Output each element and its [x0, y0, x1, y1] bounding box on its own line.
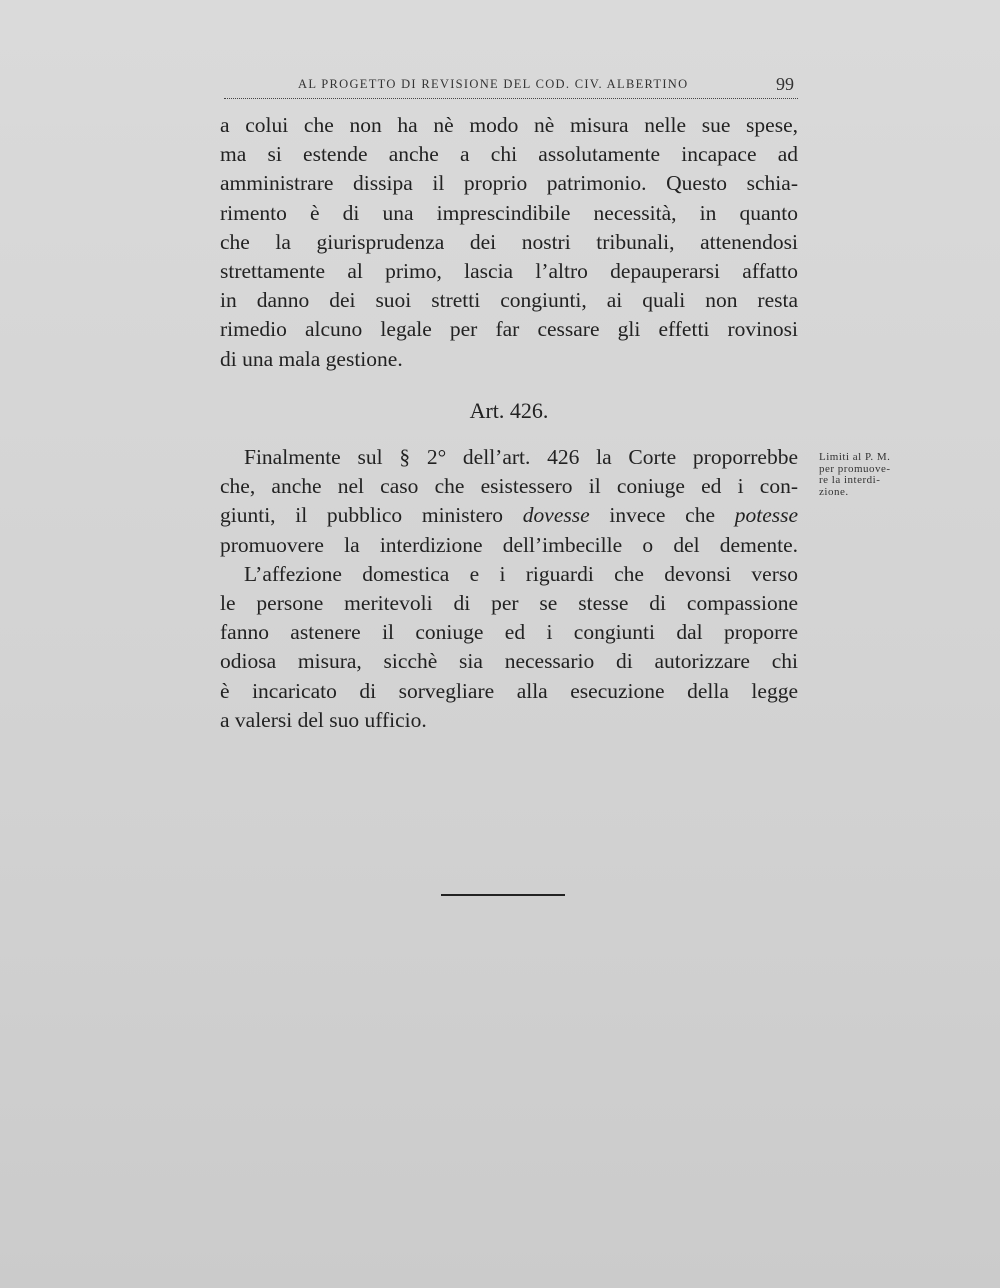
text-fragment: giunti, il pubblico ministero — [220, 503, 523, 528]
paragraph-article-426 — [220, 443, 798, 735]
text-line: amministrare dissipa il proprio patrimonio. Questo schia- — [220, 171, 798, 196]
text-line: strettamente al primo, lascia l’altro depauperarsi affatto — [220, 259, 798, 284]
italic-word: dovesse — [522, 503, 590, 528]
closing-rule — [441, 894, 565, 896]
article-heading: Art. 426. — [469, 398, 549, 423]
page-header — [224, 74, 798, 99]
text-line: di una mala gestione. — [220, 346, 403, 371]
text-line: in danno dei suoi stretti congiunti, ai quali non resta — [220, 288, 798, 313]
text-line: Finalmente sul § 2° dell’art. 426 la Corte proporrebbe — [244, 445, 798, 469]
text-line: che, anche nel caso che esistessero il coniuge ed i con- — [220, 474, 798, 499]
margin-note-line: zione. — [819, 485, 849, 498]
margin-note — [819, 452, 919, 498]
text-line: ma si estende anche a chi assolutamente incapace ad — [220, 142, 798, 167]
text-line: a valersi del suo ufficio. — [220, 707, 427, 732]
italic-word: potesse — [734, 503, 799, 528]
text-line-italic-mixed — [220, 501, 798, 530]
text-line: rimedio alcuno legale per far cessare gli effetti rovinosi — [220, 317, 798, 342]
margin-note-line: re la interdi- — [819, 474, 881, 486]
paragraph-continued — [220, 111, 798, 374]
text-fragment: invece che — [589, 503, 735, 528]
page-number: 99 — [776, 74, 794, 94]
margin-note-line: Limiti al P. M. — [819, 451, 891, 463]
text-line: L’affezione domestica e i riguardi che devonsi verso — [244, 561, 798, 586]
text-line: promuovere la interdizione dell’imbecille o del demente. — [220, 532, 798, 557]
running-head: AL PROGETTO DI REVISIONE DEL COD. CIV. ALBERTINO — [298, 77, 689, 91]
text-line: che la giurisprudenza dei nostri tribunali, attenendosi — [220, 229, 798, 254]
margin-note-line: per promuove- — [819, 462, 891, 475]
text-line: è incaricato di sorvegliare alla esecuzione della legge — [220, 678, 798, 703]
text-line: le persone meritevoli di per se stesse di compassione — [220, 591, 798, 616]
text-line: fanno astenere il coniuge ed i congiunti dal proporre — [220, 620, 798, 645]
text-line: odiosa misura, sicchè sia necessario di autorizzare chi — [220, 649, 798, 674]
text-line: rimento è di una imprescindibile necessità, in quanto — [220, 200, 798, 225]
text-line: a colui che non ha nè modo nè misura nelle sue spese, — [220, 113, 798, 137]
